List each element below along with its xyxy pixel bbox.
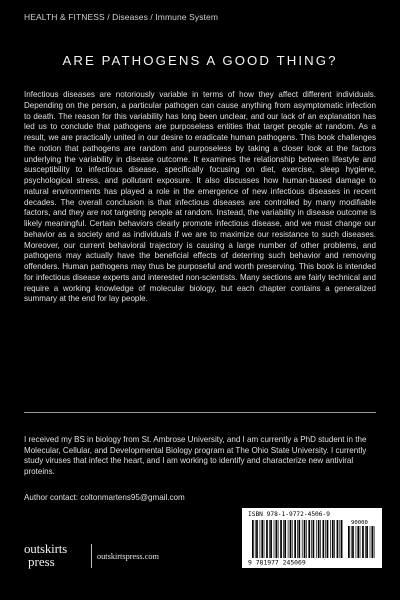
barcode-bar: [297, 520, 298, 558]
barcode-bar: [320, 520, 321, 558]
barcode-bar: [341, 520, 343, 558]
category-breadcrumb: HEALTH & FITNESS / Diseases / Immune System: [24, 12, 219, 22]
barcode-bar: [261, 520, 263, 558]
barcode-bar: [278, 520, 279, 558]
barcode-bar: [304, 520, 306, 558]
barcode-bar: [318, 520, 320, 558]
barcode-bar: [374, 526, 375, 558]
barcode-bar: [334, 520, 335, 558]
barcode-bar: [290, 520, 292, 558]
barcode-bar: [302, 520, 303, 558]
section-divider: [24, 412, 376, 413]
ean-digits: 9 781977 245069: [248, 558, 306, 566]
barcode-bar: [276, 520, 278, 558]
publisher-url: outskirtspress.com: [97, 552, 159, 561]
barcode-bar: [298, 520, 300, 558]
publisher-logo: [24, 541, 88, 575]
barcode-bar: [370, 526, 371, 558]
barcode-bar: [269, 520, 270, 558]
barcode-bar: [306, 520, 307, 558]
barcode-bar: [288, 520, 289, 558]
author-bio: I received my BS in biology from St. Ambrose University, and I am currently a PhD student in the Molecular, Cellular, and Developmental Biology program at The Ohio State University. I currently study viruses that infect the heart, and I am working to identify and characterize new antiviral proteins.: [24, 435, 367, 476]
publisher-divider: [91, 544, 92, 568]
barcode-bar: [308, 520, 310, 558]
barcode-bar: [325, 520, 326, 558]
barcode-bar: [365, 526, 366, 558]
barcode-bar: [264, 520, 265, 558]
barcode-bar: [311, 520, 312, 558]
barcode-bar: [252, 520, 254, 558]
publisher-logo-line2: press: [28, 554, 55, 569]
barcode-bar: [339, 520, 340, 558]
barcode-bar: [372, 526, 374, 558]
barcode-bar: [348, 526, 350, 558]
barcode-bar: [266, 520, 268, 558]
barcode-bar: [362, 526, 364, 558]
barcode-bar: [366, 526, 368, 558]
barcode-bar: [351, 526, 352, 558]
barcode-bar: [332, 520, 334, 558]
barcode-graphic: [246, 519, 378, 566]
author-contact: Author contact: coltonmartens95@gmail.com: [24, 493, 185, 502]
barcode-bar: [352, 526, 354, 558]
barcode-bar: [337, 520, 339, 558]
price-code: 90000: [351, 520, 368, 526]
barcode-bar: [313, 520, 315, 558]
barcode-bar: [256, 520, 258, 558]
publisher-logo-line1: outskirts: [24, 541, 67, 556]
barcode-bar: [294, 520, 296, 558]
barcode-bar: [360, 526, 361, 558]
book-description: Infectious diseases are notoriously variable in terms of how they affect different individuals. Depending on the person, a particular pathogen can cause anything from asymptomatic infection to death. The reason for this variability has long been unclear, and our lack of an explanation has led us to conclude that pathogens are purposeless entities that target people at random. As a result, we are practically united in our desire to eradicate human pathogens. This book challenges the notion that pathogens are random and purposeless by taking a closer look at the factors underlying the variability in disease outcome. It examines the relationship between lifestyle and susceptibility to infectious disease, specifically focusing on diet, exercise, sleep hygiene, psychological stress, and pollutant exposure. It also discusses how human-based damage to natural environments has played a role in the emergence of new infectious diseases in recent decades. The overall conclusion is that infectious diseases are controlled by many modifiable factors, and they are not targeting people at random. Instead, the variability in disease outcome is likely meaningful. Certain behaviors clearly promote infectious disease, and we must change our behavior as a society and as individuals if we are to maximize our resistance to such diseases. Moreover, our current behavioral trajectory is causing a large number of other problems, and pathogens may actually have the beneficial effects of deterring such behavior and removing offenders. Human pathogens may thus be purposeful and worth preserving. This book is intended for infectious disease experts and interested non-scientists. Many sections are fairly technical and require a working knowledge of molecular biology, but each chapter contains a generalized summary at the end for lay people.: [24, 90, 376, 304]
isbn-label: ISBN 978-1-9772-4506-9: [248, 511, 330, 518]
barcode-bar: [323, 520, 325, 558]
barcode-bar: [357, 526, 359, 558]
barcode-bar: [274, 520, 275, 558]
isbn-barcode: [242, 508, 382, 568]
back-cover-title: ARE PATHOGENS A GOOD THING?: [62, 53, 338, 68]
barcode-bar: [316, 520, 317, 558]
barcode-bar: [260, 520, 261, 558]
barcode-bar: [280, 520, 282, 558]
barcode-bar: [284, 520, 286, 558]
barcode-bar: [356, 526, 357, 558]
barcode-bar: [255, 520, 256, 558]
barcode-bar: [270, 520, 272, 558]
barcode-bar: [330, 520, 331, 558]
barcode-bar: [292, 520, 293, 558]
barcode-bar: [283, 520, 284, 558]
barcode-bar: [327, 520, 329, 558]
